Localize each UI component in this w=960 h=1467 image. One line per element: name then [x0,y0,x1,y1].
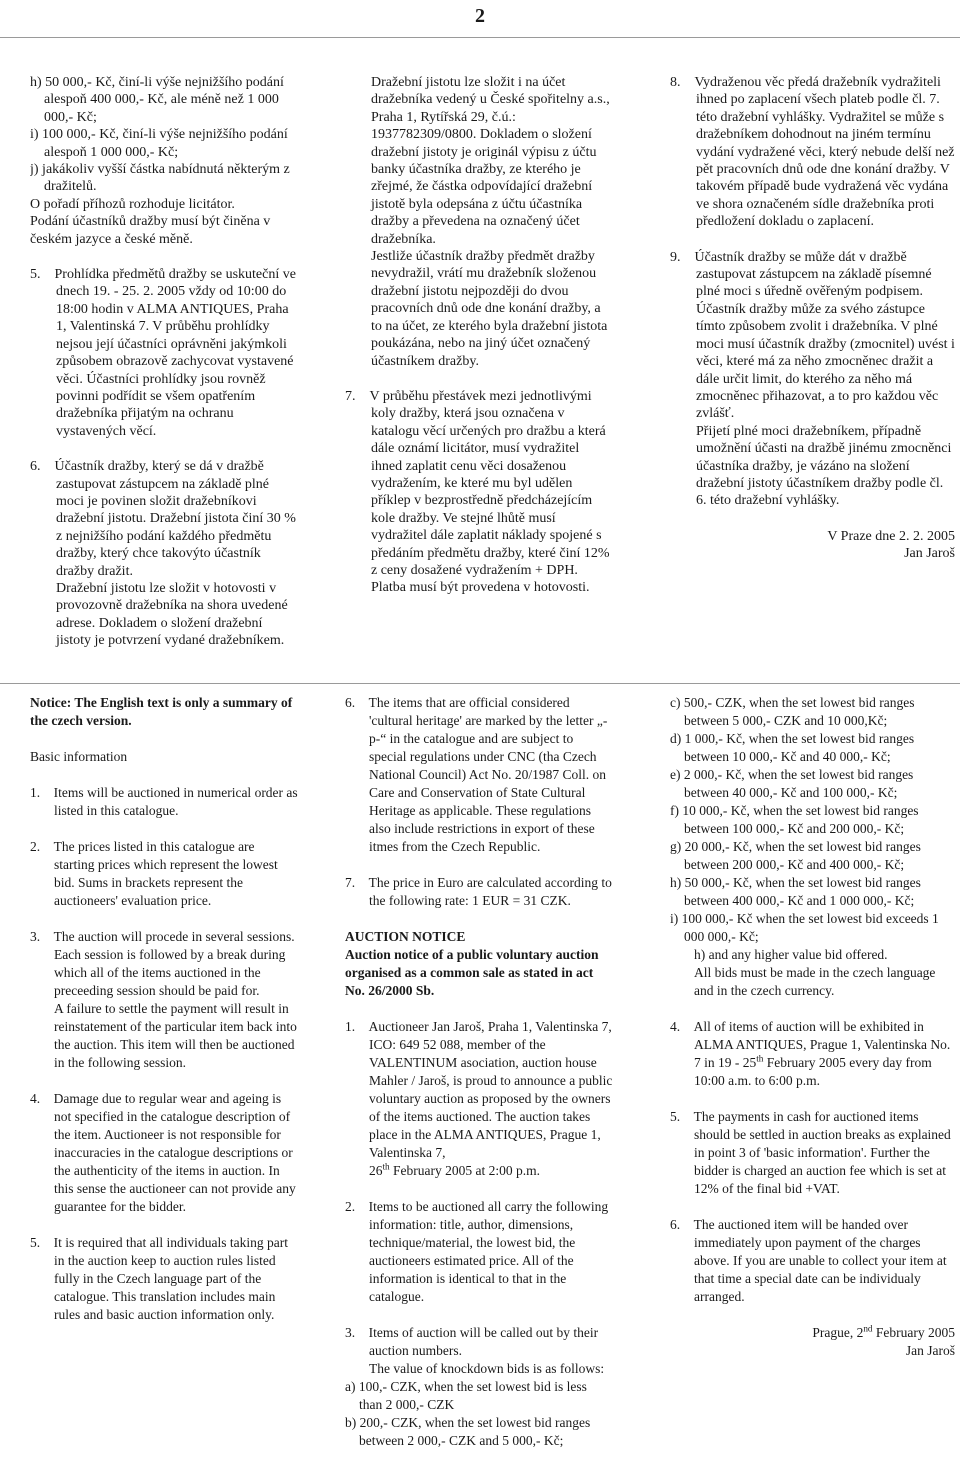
top-rule [0,37,960,38]
section-divider [0,683,960,684]
article-number: 7. [345,388,356,404]
article-number: 9. [670,249,681,265]
item-number: 7. [345,875,356,890]
item-number: 3. [345,1325,356,1340]
paragraph: All bids must be made in the czech language and in the czech currency. [694,965,936,998]
item-text: Damage due to regular wear and ageing is not specified in the catalogue description of the item. Auctioneer is not responsible for inaccuracies in the catalogue descriptions or the authenticity of the items in auction. In this sense the auctioneer can not provide any guarantee for the bidder. [53,1091,296,1214]
date-rest: February 2005 [875,1325,955,1340]
paragraph: The value of knockdown bids is as follows: [369,1361,605,1376]
notice-item-5 [670,1108,955,1198]
article-number: 5. [30,267,41,283]
date-prefix: Prague, 2 [812,1325,864,1340]
ordinal-suffix: nd [863,1323,873,1334]
item-text: The prices listed in this catalogue are starting prices which represent the lowest bid. Sums in brackets represent the auctioneers' evaluation price. [53,839,278,908]
article-8 [670,74,955,231]
bid-step-i: i) 100 000,- Kč, činí-li výše nejnižšího podání alespoň 1 000 000,- Kč; [30,127,288,160]
item-number: 2. [30,839,41,854]
item-number: 4. [670,1019,681,1034]
item-number: 2. [345,1199,356,1214]
bid-value-e: e) 2 000,- Kč, when the set lowest bid ranges between 40 000,- Kč and 100 000,- Kč; [670,767,914,800]
item-text-rest: February 2005 every day from 10:00 a.m. to 6:00 p.m. [694,1055,932,1088]
item-text: The payments in cash for auctioned items should be settled in auction breaks as explained in point 3 of 'basic information'. Further the bidder is charged an auction fee which is set at 12% of the final bid +VAT. [693,1109,951,1196]
item-number: 3. [30,929,41,944]
item-2 [30,838,298,910]
date-rest: February 2005 at 2:00 p.m. [393,1163,540,1178]
place-date: V Praze dne 2. 2. 2005 [827,528,955,544]
article-5 [30,266,298,440]
paragraph: A failure to settle the payment will result in reinstatement of the particular item back into the auction. This item will then be auctioned in the following session. [54,1001,297,1070]
item-text: Items to be auctioned all carry the following information: title, author, dimensions, technique/material, the lowest bid, the auctioneers estimated price. All of the information is identical to that in the catalogue. [368,1199,609,1304]
item-text: The auctioned item will be handed over immediately upon payment of the charges above. If you are unable to collect your item at that time a special date can be individualy arranged. [693,1217,947,1304]
article-number: 6. [30,459,41,475]
ordinal-suffix: th [382,1161,390,1172]
signature-name: Jan Jaroš [904,546,955,562]
article-9 [670,249,955,423]
czech-column-3 [670,74,955,674]
item-text: Auctioneer Jan Jaroš, Praha 1, Valentinska 7, ICO: 649 52 088, member of the VALENTINUM asociation, auction house Mahler / Jaroš, is proud to announce a public voluntary auction as proposed by the owners of the items auctioned. The auction takes place in the ALMA ANTIQUES, Prague 1, Valentinska 7, [368,1019,613,1160]
paragraph: Podání účastníků dražby musí být činěna v českém jazyce a české měně. [30,214,271,247]
notice-item-4 [670,1018,955,1090]
article-text: Účastník dražby se může dát v dražbě zastupovat zástupcem na základě písemné plné moci s úředně ověřeným podpisem. Účastník dražby může za svého zástupce tímto způsobem zvolit i dražebníka. V plné moci musí účastník dražby (zmocnitel) uvést i věci, které má za něho zmocněnec dražit a dále určit limit, do kterého za něho má zmocněnec přihazovat, a to pro každou věc zvlášť. [694,249,955,422]
bid-step-j: j) jakákoliv vyšší částka nabídnutá některým z dražitelů. [30,162,290,195]
bid-value-any: h) and any higher value bid offered. [694,947,888,962]
notice-item-1 [345,1018,613,1162]
czech-column-2 [345,74,613,674]
ordinal-suffix: th [756,1053,764,1064]
signature-name: Jan Jaroš [905,1343,955,1358]
item-5 [30,1234,298,1324]
section-heading: Basic information [30,749,128,764]
paragraph: Dražební jistotu lze složit v hotovosti v provozovně dražebníka na shora uvedené adrese. Dokladem o složení dražební jistoty je potvrzení vydané dražebníkem. [56,580,288,649]
bid-value-a: a) 100,- CZK, when the set lowest bid is less than 2 000,- CZK [345,1379,587,1412]
article-text: Prohlídka předmětů dražby se uskuteční ve dnech 19. - 25. 2. 2005 vždy od 10:00 do 18:00 hodin v ALMA ANTIQUES, Praha 1, Valentinská 7. V průběhu prohlídky nejsou její účastníci oprávněni jakýmkoli způsobem obrazově zachycovat vystavené věci. Účastníci prohlídky jsou rovněž povinni podřídit se všem opatřením dražebníka přijatým na ochranu vystavených věcí. [54,267,296,439]
bid-value-c: c) 500,- CZK, when the set lowest bid ranges between 5 000,- CZK and 10 000,Kč; [670,695,915,728]
notice-item-2 [345,1198,613,1306]
english-column-2 [345,694,613,1464]
item-number: 1. [345,1019,356,1034]
bid-value-d: d) 1 000,- Kč, when the set lowest bid ranges between 10 000,- Kč and 40 000,- Kč; [670,731,915,764]
article-6 [30,458,298,580]
auction-notice-heading: AUCTION NOTICE [345,929,466,944]
czech-column-1 [30,74,298,674]
paragraph: Jestliže účastník dražby předmět dražby nevydražil, vrátí mu dražebník složenou dražební jistotu nejpozději do dvou pracovních dnů ode dne konání dražby, a to na účet, ze kterého byla dražební jistota poukázána, nebo na jiný účet označený účastníkem dražby. [371,249,608,369]
paragraph: Přijetí plné moci dražebníkem, případně umožnění účasti na dražbě jinému zmocněnci účastníka dražby, je vázáno na složení dražební jistoty účastníkem dražby podle čl. 6. této dražební vyhlášky. [696,423,952,509]
article-text: V průběhu přestávek mezi jednotlivými koly dražby, která jsou označena v katalogu věcí určených pro dražbu a která dále oznámí licitátor, musí vydražitel ihned zaplatit cenu věci dosaženou vydražením, ke které mu byl udělen příklep v bezprostředně předcházejícím kole dražby. Ve stejné lhůtě musí vydražitel dále zaplatit náklady spojené s předáním předmětu dražby, které činí 12% z ceny dosažené vydražením + DPH. Platba musí být provedena v hotovosti. [369,388,610,596]
item-number: 6. [670,1217,681,1232]
auction-date-line [345,1162,613,1180]
auction-notice-subheading: Auction notice of a public voluntary auction organised as a common sale as stated in act No. 26/2000 Sb. [345,947,599,998]
article-7 [345,388,613,597]
day: 26 [369,1163,383,1178]
bid-value-f: f) 10 000,- Kč, when the set lowest bid ranges between 100 000,- Kč and 200 000,- Kč; [670,803,919,836]
item-6 [345,694,613,856]
item-text: Items will be auctioned in numerical order as listed in this catalogue. [53,785,298,818]
item-number: 5. [670,1109,681,1124]
item-number: 4. [30,1091,41,1106]
item-text: The items that are official considered 'cultural heritage' are marked by the letter „-p-“ in the catalogue and are subject to special regulations under CNC (tha Czech National Council) Act No. 20/1987 Coll. on Care and Conservation of State Cultural Heritage as applicable. These regulations also include restrictions in export of these itmes from the Czech Republic. [368,695,608,854]
item-1 [30,784,298,820]
paragraph: Dražební jistotu lze složit i na účet dražebníka vedený u České spořitelny a.s., Praha 1, Rytířská 29, č.ú.: 1937782309/0800. Dokladem o složení dražební jistoty je originál výpisu z účtu banky účastníka dražby, ze kterého je zřejmé, že částka odpovídající dražební jistotě byla odepsána z účtu účastníka dražby a převedena na označený účet dražebníka. [371,75,610,247]
english-column-3 [670,694,955,1464]
item-text: Items of auction will be called out by their auction numbers. [368,1325,599,1358]
item-text: The auction will procede in several sessions. Each session is followed by a break during which all of the items auctioned in the preceeding session should be paid for. [53,929,295,998]
item-7 [345,874,613,910]
english-column-1 [30,694,298,1464]
notice-item-6 [670,1216,955,1306]
english-notice: Notice: The English text is only a summary of the czech version. [30,695,293,728]
page-number: 2 [475,5,485,27]
article-text: Účastník dražby, který se dá v dražbě zastupovat zástupcem na základě plné moci je povinen složit dražebníkovi dražební jistotu. Dražební jistota činí 30 % z nejnižšího podání každého předmětu dražby, který chce takovýto účastník dražby dražit. [54,459,296,579]
bid-value-g: g) 20 000,- Kč, when the set lowest bid ranges between 200 000,- Kč and 400 000,- Kč; [670,839,921,872]
article-text: Vydraženou věc předá dražebník vydražiteli ihned po zaplacení všech plateb podle čl. 7. této dražební vyhlášky. Vydražitel se může s dražebníkem dohodnout na jiném termínu vydání vydražené věci, který nebude delší než pět pracovních dnů ode dne konání dražby. V takovém případě bude vydražená věc vydána ve shora označeném sídle dražebníka proti předložení dokladu o zaplacení. [694,75,955,230]
bid-step-h: h) 50 000,- Kč, činí-li výše nejnižšího podání alespoň 400 000,- Kč, ale méně než 1 000 000,- Kč; [30,75,284,125]
bid-value-b: b) 200,- CZK, when the set lowest bid ranges between 2 000,- CZK and 5 000,- Kč; [345,1415,591,1448]
item-4 [30,1090,298,1216]
item-number: 1. [30,785,41,800]
item-number: 5. [30,1235,41,1250]
item-text: It is required that all individuals taking part in the auction keep to auction rules listed fully in the Czech language part of the catalogue. This translation includes main rules and basic auction information only. [53,1235,288,1322]
notice-item-3 [345,1324,613,1360]
item-3 [30,928,298,1000]
bid-value-i: i) 100 000,- Kč when the set lowest bid exceeds 1 000 000,- Kč; [670,911,939,944]
paragraph: O pořadí příhozů rozhoduje licitátor. [30,196,235,212]
bid-value-h: h) 50 000,- Kč, when the set lowest bid ranges between 400 000,- Kč and 1 000 000,- Kč; [670,875,921,908]
article-number: 8. [670,75,681,90]
item-number: 6. [345,695,356,710]
place-date [670,1324,955,1342]
item-text: All of items of auction will be exhibited in ALMA ANTIQUES, Prague 1, Valentinska No. 7 in 19 - 25 [693,1019,951,1070]
item-text: The price in Euro are calculated according to the following rate: 1 EUR = 31 CZK. [368,875,612,908]
